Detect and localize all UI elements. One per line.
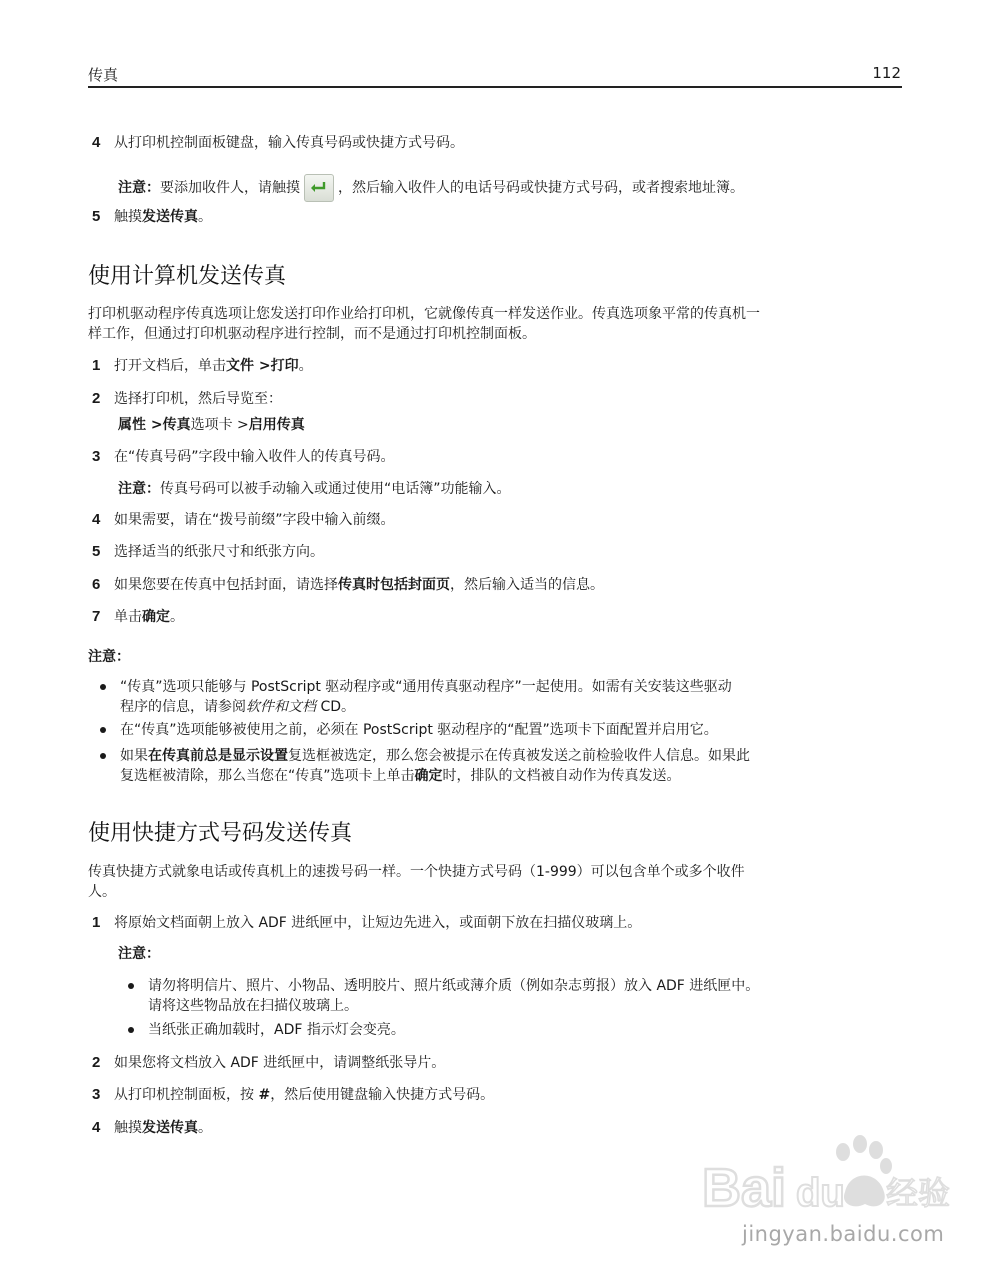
watermark-brand-cn: 经验 — [886, 1174, 951, 1212]
text-run: 如果 — [120, 748, 148, 764]
text-run: CD。 — [316, 699, 356, 715]
s1-bullet-1 — [100, 677, 890, 717]
step-number: 2 — [92, 390, 101, 407]
watermark-brand-text-2: du — [796, 1171, 845, 1215]
text-run: 请勿将明信片、照片、小物品、透明胶片、照片纸或薄介质（例如杂志剪报）放入 ADF 进纸匣中。 — [148, 978, 760, 994]
s1-step-3-note — [118, 479, 902, 499]
step-number: 5 — [92, 543, 101, 560]
top-note — [118, 174, 902, 202]
step-number: 7 — [92, 608, 101, 625]
bullet-dot — [100, 684, 106, 690]
italic-run: 软件和文档 — [246, 699, 316, 715]
text-run: 复选框被选定，那么您会被提示在传真被发送之前检验收件人信息。如果此 — [288, 748, 750, 764]
text-run: 。 — [198, 209, 212, 225]
s1-step-2-path — [118, 415, 902, 435]
text-run: 。 — [198, 1120, 212, 1136]
bullet-text: 在“传真”选项能够被使用之前，必须在 PostScript 驱动程序的“配置”选项卡下面配置并启用它。 — [120, 722, 718, 738]
text-run: 时，排队的文档被自动作为传真发送。 — [442, 768, 681, 784]
section2-intro-line1: 传真快捷方式就象电话或传真机上的速拨号码一样。一个快捷方式号码（1-999）可以包含单个或多个收件 — [88, 864, 745, 880]
step-number: 3 — [92, 1086, 101, 1103]
section1-intro-line1: 打印机驱动程序传真选项让您发送打印作业给打印机，它就像传真一样发送作业。传真选项象平常的传真机一 — [88, 306, 760, 322]
bold-run: 打印 — [270, 358, 299, 374]
header-rule — [88, 86, 902, 88]
page-number: 112 — [872, 64, 901, 82]
s1-notes-label: 注意： — [88, 649, 130, 665]
step-number: 3 — [92, 448, 101, 465]
note-label: 注意： — [118, 180, 160, 196]
step-text: 在“传真号码”字段中输入收件人的传真号码。 — [114, 449, 395, 465]
text-run: 打开文档后，单击 — [114, 358, 226, 374]
bold-run: # — [258, 1087, 271, 1103]
text-run: 触摸 — [114, 1120, 142, 1136]
text-run: 如果您要在传真中包括封面，请选择 — [114, 577, 338, 593]
s2-notes-label: 注意： — [118, 946, 160, 962]
text-run: 请将这些物品放在扫描仪玻璃上。 — [148, 998, 358, 1014]
s1-bullet-3 — [100, 746, 890, 786]
step-text — [114, 207, 902, 227]
text-run: 。 — [170, 609, 184, 625]
bullet-dot — [128, 1027, 134, 1033]
bullet-dot — [100, 753, 106, 759]
bullet-text: 当纸张正确加载时，ADF 指示灯会变亮。 — [148, 1022, 405, 1038]
text-run: 触摸 — [114, 209, 142, 225]
step-text — [114, 356, 902, 376]
text-run: “传真”选项只能够与 PostScript 驱动程序或“通用传真驱动程序”一起使用。如需有关安装这些驱动 — [120, 679, 732, 695]
step-text: 选择适当的纸张尺寸和纸张方向。 — [114, 544, 324, 560]
bullet-text — [148, 976, 902, 1016]
step-number: 4 — [92, 511, 101, 528]
step-text — [114, 1085, 902, 1105]
note-text-pre: 要添加收件人，请触摸 — [160, 180, 300, 196]
enter-button-icon — [304, 174, 334, 202]
bold-run: 属性 — [118, 417, 146, 433]
step-text: 如果您将文档放入 ADF 进纸匣中，请调整纸张导片。 — [114, 1055, 446, 1071]
bold-run: 传真时包括封面页 — [338, 577, 450, 593]
bullet-dot — [100, 727, 106, 733]
s2-bullet-1 — [128, 976, 902, 1016]
text-run: 单击 — [114, 609, 142, 625]
step-number: 2 — [92, 1054, 101, 1071]
step-text — [114, 575, 902, 595]
bold-run: 发送传真 — [142, 209, 198, 225]
section-heading-computer-fax: 使用计算机发送传真 — [88, 264, 287, 289]
step-number: 4 — [92, 134, 101, 151]
note-text: 传真号码可以被手动输入或通过使用“电话簿”功能输入。 — [160, 481, 511, 497]
bold-run: 启用传真 — [248, 417, 305, 433]
section1-intro-line2: 样工作，但通过打印机驱动程序进行控制，而不是通过打印机控制面板。 — [88, 326, 536, 342]
step-number: 1 — [92, 357, 101, 374]
step-text — [114, 607, 902, 627]
bold-run: 发送传真 — [142, 1120, 198, 1136]
section-heading-shortcut-fax: 使用快捷方式号码发送传真 — [88, 821, 353, 846]
bullet-text — [120, 746, 890, 786]
bold-run: 在传真前总是显示设置 — [148, 748, 288, 764]
step-text: 将原始文档面朝上放入 ADF 进纸匣中，让短边先进入，或面朝下放在扫描仪玻璃上。 — [114, 915, 642, 931]
bold-run: > — [146, 417, 163, 433]
step-number: 1 — [92, 914, 101, 931]
bold-run: 文件 — [226, 358, 254, 374]
text-run: 程序的信息，请参阅 — [120, 699, 246, 715]
step-text: 选择打印机，然后导览至： — [114, 391, 282, 407]
bold-run: > — [254, 358, 271, 374]
step-text: 从打印机控制面板键盘，输入传真号码或快捷方式号码。 — [114, 135, 464, 151]
step-number: 4 — [92, 1119, 101, 1136]
text-run: 选项卡 > — [190, 417, 249, 433]
text-run: 。 — [298, 358, 313, 374]
note-text-post: ，然后输入收件人的电话号码或快捷方式号码，或者搜索地址簿。 — [338, 180, 744, 196]
watermark-url: jingyan.baidu.com — [742, 1222, 945, 1246]
bullet-dot — [128, 983, 134, 989]
bullet-text — [120, 677, 890, 717]
text-run: ，然后使用键盘输入快捷方式号码。 — [270, 1087, 495, 1103]
watermark-brand-text: Bai — [702, 1158, 787, 1218]
step-text: 如果需要，请在“拨号前缀”字段中输入前缀。 — [114, 512, 395, 528]
text-run: ，然后输入适当的信息。 — [450, 577, 604, 593]
note-label: 注意： — [118, 481, 160, 497]
section2-intro-line2: 人。 — [88, 884, 116, 900]
bold-run: 确定 — [142, 609, 170, 625]
bold-run: 传真 — [162, 417, 191, 433]
text-run: 复选框被清除，那么当您在“传真”选项卡上单击 — [120, 768, 415, 784]
running-header-title: 传真 — [88, 66, 119, 84]
text-run: 从打印机控制面板，按 — [114, 1087, 259, 1103]
step-number: 5 — [92, 208, 101, 225]
step-number: 6 — [92, 576, 101, 593]
bold-run: 确定 — [414, 768, 443, 784]
